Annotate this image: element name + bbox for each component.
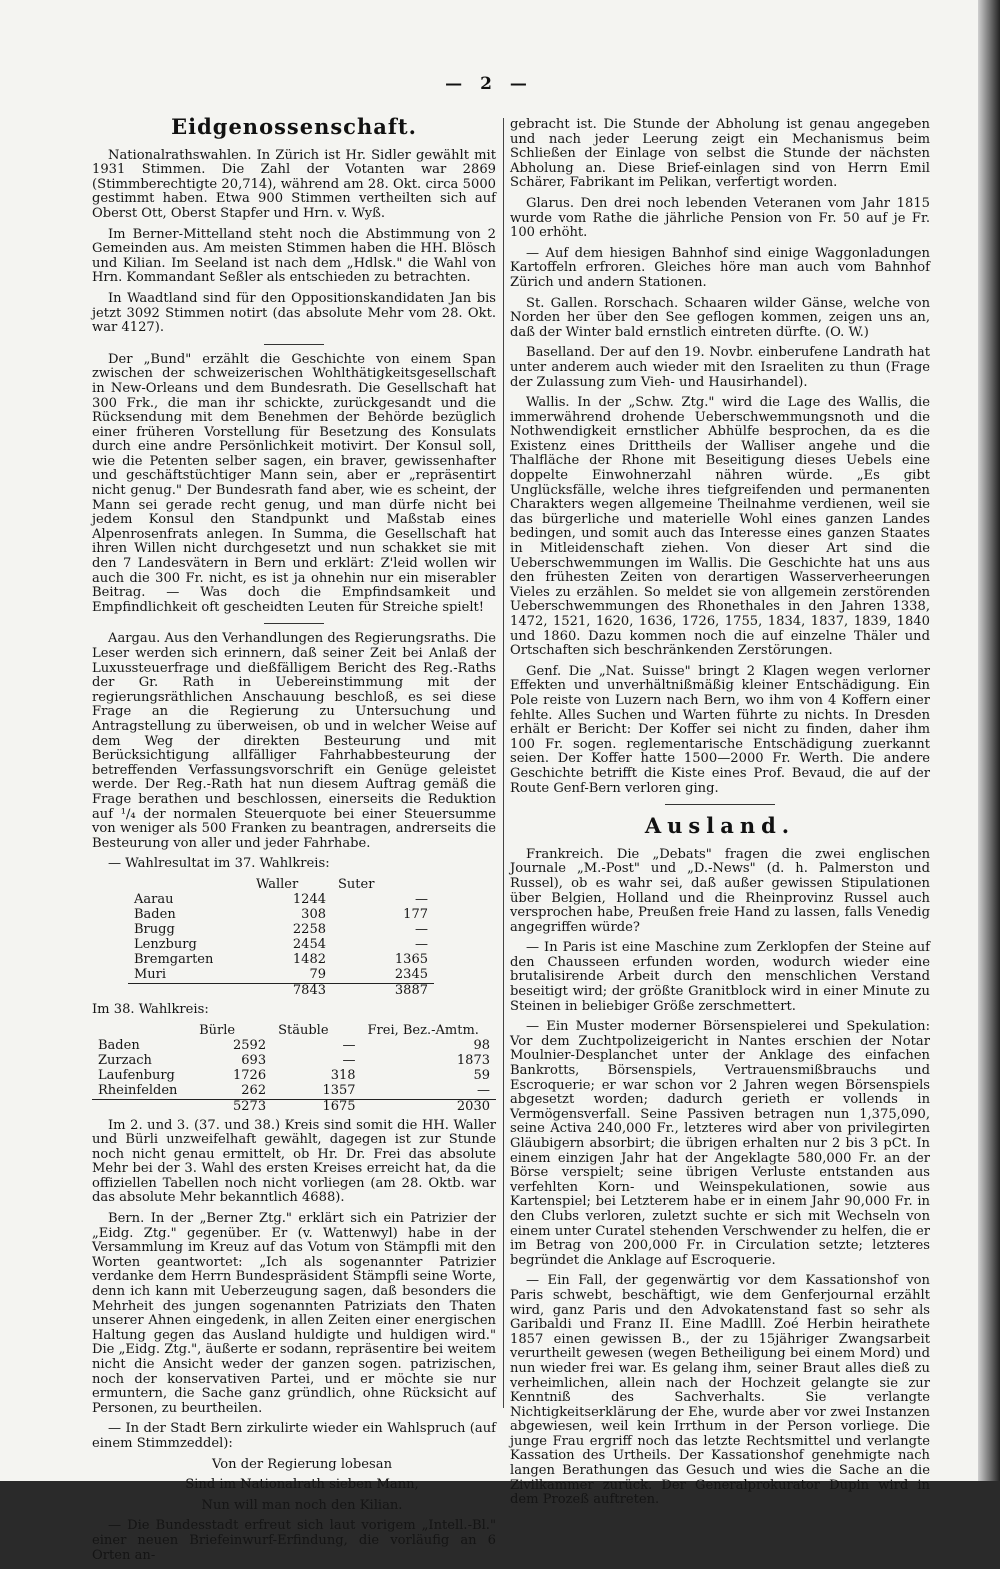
article-paragraph: Wallis. In der „Schw. Ztg." wird die Lage des Wallis, die immerwährend drohende Ueberschwemmungsnoth und die Nothwendigkeit ernstlicher Abhülfe besprochen, da es die Existenz eines Drittheils der Walliser angehe und die Thalfläche der Rhone mit Beseitigung dieses Uebels eine doppelte Einwohnerzahl nähren würde. „Es gibt Unglücksfälle, welche ihres tiefgreifenden und permanenten Charakters wegen allgemeine Theilnahme verdienen, weil sie das bürgerliche und materielle Wohl eines ganzen Landes bedingen, und somit auch das Interesse eines ganzen Staates in Mitleidenschaft ziehen. Von dieser Art sind die Ueberschwemmungen im Wallis. Die Geschichte hat uns aus den frühesten Zeiten von derartigen Wasserverheerungen Vieles zu erzählen. So meldet sie von allgemein zerstörenden Ueberschwemmungen des Rhonethales in den Jahren 1338, 1472, 1521, 1620, 1636, 1726, 1755, 1834, 1837, 1839, 1840 und 1860. Dazu kommen noch die auf einzelne Thäler und Ortschaften sich beschränkenden Zerstörungen. — [510, 395, 930, 659]
article-paragraph: Genf. Die „Nat. Suisse" bringt 2 Klagen wegen verlorner Effekten und unverhältnißmäßig kleiner Entschädigung. Ein Pole reiste von Luzern nach Bern, wo ihm von 4 Koffern einer fehlte. Alles Suchen und Warten führte zu nichts. In Dresden erhält er Bericht: Der Koffer sei nicht zu finden, daher ihm 100 Fr. sogen. reglementarische Entschädigung zuerkannt seien. Der Koffer hatte 1500—2000 Fr. Werth. Die andere Geschichte betrifft die Kiste eines Prof. Bevaud, die auf der Route Genf-Bern verloren ging. — [510, 663, 930, 796]
table-header: Bürle — [199, 1022, 236, 1038]
results-table-38 — [92, 1024, 496, 1115]
article-paragraph: Der „Bund" erzählt die Geschichte von einem Span zwischen der schweizerischen Wohlthätigkeitsgesellschaft in New-Orleans und dem Bundesrath. Die Gesellschaft hat 300 Frk., die man ihr schickte, zurückgesandt und die Rücksendung mit dem Benehmen der Behörde bezüglich einer früheren Vorstellung für Besetzung des Konsulats durch eine andre Persönlichkeit motivirt. Der Konsul soll, wie die Petenten selber sagen, ein braver, gewissenhafter und geschäftstüchtiger Mann sein, aber er „repräsentirt nicht genug." Der Bundesrath fand aber, wie es scheint, der Mann sei gerade recht genug, und man dürfe nicht bei jedem Konsul den Standpunkt und Maßstab eines Alpenrosenfrats anlegen. In Summa, die Gesellschaft hat ihren Willen nicht durchgesetzt und nun schakket sie mit den 7 Landesvätern in Bern und erklärt: Z'leid wollen wir auch die 300 Fr. nicht, es ist ja ohnehin nur ein miserabler Beitrag. — Was doch die Empfindsamkeit und Empfindlichkeit oft gescheidten Leuten für Streiche spielt! — [92, 351, 496, 615]
article-paragraph: — Die Bundesstadt erfreut sich laut vorigem „Intell.-Bl." einer neuen Briefeinwurf-Erfindung, die vorläufig an 6 Orten an- — [92, 1518, 496, 1563]
table-row: Baden 308 177 — [134, 907, 428, 923]
article-paragraph: Frankreich. Die „Debats" fragen die zwei englischen Journale „M.-Post" und „D.-News" (d. h. Palmerston und Russel), ob es wahr sei, daß außer gewissen Stipulationen über Belgien, Holland und die Rheinprovinz Russel auch versprochen habe, Preußen freie Hand zu lassen, falls Venedig angegriffen würde? — [510, 846, 930, 935]
table-row: Muri 79 2345 — [134, 967, 428, 983]
article-paragraph: — In der Stadt Bern zirkulirte wieder ein Wahlspruch (auf einem Stimmzeddel): — [92, 1421, 496, 1451]
verse-line: Von der Regierung lobesan — [211, 1456, 393, 1472]
table-row: Rheinfelden 262 1357 — — [98, 1082, 490, 1098]
divider — [665, 804, 775, 805]
article-paragraph: Bern. In der „Berner Ztg." erklärt sich ein Patrizier der „Eidg. Ztg." gegenüber. Er (v. Wattenwyl) habe in der Versammlung im Kreuz auf das Votum von Stämpfli mit den Worten geantwortet: „Ich als sogenannter Patrizier verdanke dem Herrn Bundespräsident Stämpfli seine Worte, denn ich kann mit Ueberzeugung sagen, daß besonders die Mehrheit des jungen sogenannten Patriziats den Thaten unserer Ahnen eingedenk, in allen Zeiten einer energischen Haltung gegen das Ausland huldigte und huldigen wird." Die „Eidg. Ztg.", äußerte er sodann, repräsentire bei weitem nicht die Ansicht weder der ganzen sogen. patrizischen, noch der konservativen Partei, und er möchte sie nur ermuntern, die Sache ganz gründlich, ohne Rücksicht auf Personen, zu beurtheilen. — [92, 1211, 496, 1416]
table-header — [92, 1024, 193, 1039]
right-column — [510, 118, 930, 1514]
divider — [264, 623, 324, 624]
article-paragraph: St. Gallen. Rorschach. Schaaren wilder Gänse, welche von Norden her über den See geflogen kommen, zeigen uns an, daß der Winter bald ernstlich eintreten dürfte. (O. W.) — [510, 295, 930, 340]
article-paragraph: Nationalrathswahlen. In Zürich ist Hr. Sidler gewählt mit 1931 Stimmen. Die Zahl der Votanten war 2869 (Stimmberechtigte 20,714), während am 28. Okt. circa 5000 gestimmt haben. Etwa 900 Stimmen vertheilten sich auf Oberst Ott, Oberst Stapfer und Hrn. v. Wyß. — [92, 147, 496, 221]
article-paragraph: gebracht ist. Die Stunde der Abholung ist genau angegeben und nach jeder Leerung zeigt ein Mechanismus beim Schließen der Einlage von selbst die Stunde der nächsten Abholung an. Diese Brief-einlagen sind von Herrn Emil Schärer, Fabrikant im Pelikan, verfertigt worden. — [510, 117, 930, 191]
table-total-row: 5273 1675 2030 — [92, 1099, 496, 1115]
article-paragraph: Im 2. und 3. (37. und 38.) Kreis sind somit die HH. Waller und Bürli unzweifelhaft gewählt, dagegen ist zur Stunde noch nicht genau ermittelt, ob Hr. Dr. Frei das absolute Mehr bei der 3. Wahl des ersten Kreises erreicht hat, da die offiziellen Tabellen noch nicht vorliegen (am 28. Oktb. war das absolute Mehr bekanntlich 4688). — [92, 1117, 496, 1206]
verse-line: Sind im Nationalrath sieben Mann, — [185, 1477, 419, 1493]
table-row: Aarau 1244 — — [134, 892, 428, 908]
section-heading-ausland: Ausland. — [644, 813, 796, 839]
column-rule — [503, 118, 504, 1408]
article-paragraph: Im Berner-Mittelland steht noch die Abstimmung von 2 Gemeinden aus. Am meisten Stimmen haben die HH. Blösch und Kilian. Im Seeland ist nach dem „Hdlsk." die Wahl von Hrn. Kommandant Seßler als entschieden zu betrachten. — [92, 226, 496, 286]
table-header: Frei, Bez.-Amtm. — [367, 1022, 479, 1038]
table-row: Lenzburg 2454 — — [134, 937, 428, 953]
results-table-37 — [128, 878, 434, 999]
page-edge — [978, 0, 1000, 1481]
article-paragraph: — Auf dem hiesigen Bahnhof sind einige Waggonladungen Kartoffeln erfroren. Gleiches höre man auch vom Bahnhof Zürich und andern Stationen. — [510, 245, 930, 290]
article-paragraph: Baselland. Der auf den 19. Novbr. einberufene Landrath hat unter anderem auch wieder mit den Israeliten zu thun (Frage der Zulassung zum Vieh- und Hausirhandel). — [510, 345, 930, 390]
article-paragraph: — Ein Muster moderner Börsenspielerei und Spekulation: Vor dem Zuchtpolizeigericht in Nantes erschien der Notar Moulnier-Desplanchet unter der Anklage des einfachen Bankrotts, Börsenspiels, Vertrauensmißbrauchs und Escroquerie; er war schon vor 2 Jahren wegen Börsenspiels abgesetzt worden; dadurch gerieth er vollends in Vermögensverfall. Seine Passiven betragen nun 1,375,090, seine Activa 240,000 Fr., letzteres wird aber von privilegirten Gläubigern absorbirt; die übrigen erhalten nur 2 bis 3 pCt. In einem einzigen Jahr hat der Angeklagte 580,000 Fr. an der Börse verspielt; seine übrigen Verluste entstanden aus verfehlten Korn- und Weinspekulationen, sowie aus Kartenspiel; bei Letzterem habe er in einem Jahr 90,000 Fr. in den Clubs verloren, zuletzt suchte er sich mit Wechseln von einem unter Curatel stehenden Verschwender zu helfen, die er im Betrag von 200,000 Fr. in Circulation setzte; letzteres begründet die Anklage auf Escroquerie. — [510, 1019, 930, 1268]
table-row: Baden 2592 — 98 — [98, 1037, 490, 1053]
results-title-38: Im 38. Wahlkreis: — [92, 1001, 209, 1017]
divider — [264, 344, 324, 345]
page-number: — 2 — — [445, 74, 533, 94]
article-paragraph: — In Paris ist eine Maschine zum Zerklopfen der Steine auf den Chausseen erfunden worden, wodurch wieder eine brutalisirende Arbeit durch den menschlichen Verstand beseitigt wird; der größte Granitblock wird in einer Minute zu Steinen in beliebiger Größe zerschmettert. — [510, 940, 930, 1014]
table-total-row: 7843 3887 — [128, 983, 434, 999]
article-paragraph: Glarus. Den drei noch lebenden Veteranen vom Jahr 1815 wurde vom Rathe die jährliche Pension von Fr. 50 auf je Fr. 100 erhöht. — [510, 195, 930, 241]
table-header: Waller — [256, 877, 299, 893]
table-row: Laufenburg 1726 318 59 — [98, 1067, 490, 1083]
left-column — [92, 114, 496, 1569]
article-paragraph: — Ein Fall, der gegenwärtig vor dem Kassationshof von Paris schwebt, beschäftigt, wie dem Genferjournal erzählt wird, ganz Paris und den Advokatenstand fast so sehr als Garibaldi und Franz II. Eine Madlll. Zoé Herbin heirathete 1857 einen gewissen B., der zu 15jähriger Zwangsarbeit verurtheilt gewesen (wegen Betheiligung bei einem Mord) und nun wieder frei war. Es gelang ihm, seiner Braut alles dieß zu verheimlichen, allein nach der Hochzeit gelangte sie zur Kenntniß des Sachverhalts. Sie verlangte Nichtigkeitserklärung der Ehe, wurde aber vor zwei Instanzen abgewiesen, weil kein Irrthum in der Person vorliege. Die junge Frau ergriff noch das letzte Rechtsmittel und verlangte Kassation des Urtheils. Der Kassationshof genehmigte nach langen Berathungen das Gesuch und wies die Sache an die Zivilkammer zurück. Der Generalprokurator Dupin wird in dem Prozeß auftreten. — [510, 1273, 930, 1508]
table-header: Stäuble — [278, 1022, 329, 1038]
table-header: Suter — [338, 877, 375, 893]
table-row: Bremgarten 1482 1365 — [134, 952, 428, 968]
article-paragraph: Aargau. Aus den Verhandlungen des Regierungsraths. Die Leser werden sich erinnern, daß seiner Zeit bei Anlaß der Luxussteuerfrage und dießfälligem Bericht des Reg.-Raths der Gr. Rath in Uebereinstimmung mit der regierungsräthlichen Anschauung beschloß, es sei diese Frage an die Regierung zu Untersuchung und Antragstellung zu überweisen, ob und in welcher Weise auf dem Weg der direkten Besteurung und mit Berücksichtigung allfälliger Fahrhabbesteurung der betreffenden Verfassungsvorschrift ein Genüge geleistet werde. Der Reg.-Rath hat nun diesem Auftrag gemäß die Frage berathen und beschlossen, einerseits die Reduktion auf ¹/₄ der normalen Steuerquote bei einer Steuersumme von weniger als 500 Franken zu beantragen, andrerseits die Besteurung von aller und jeder Fahrhabe. — [92, 631, 496, 851]
verse-line: Nun will man noch den Kilian. — [201, 1497, 403, 1513]
article-paragraph: In Waadtland sind für den Oppositionskandidaten Jan bis jetzt 3092 Stimmen notirt (das absolute Mehr vom 28. Okt. war 4127). — [92, 290, 496, 336]
results-title-37: — Wahlresultat im 37. Wahlkreis: — [108, 856, 330, 872]
table-row: Zurzach 693 — 1873 — [98, 1052, 490, 1068]
table-header — [128, 878, 250, 893]
table-row: Brugg 2258 — — [134, 922, 428, 938]
section-heading-eidgenossenschaft: Eidgenossenschaft. — [171, 114, 417, 139]
